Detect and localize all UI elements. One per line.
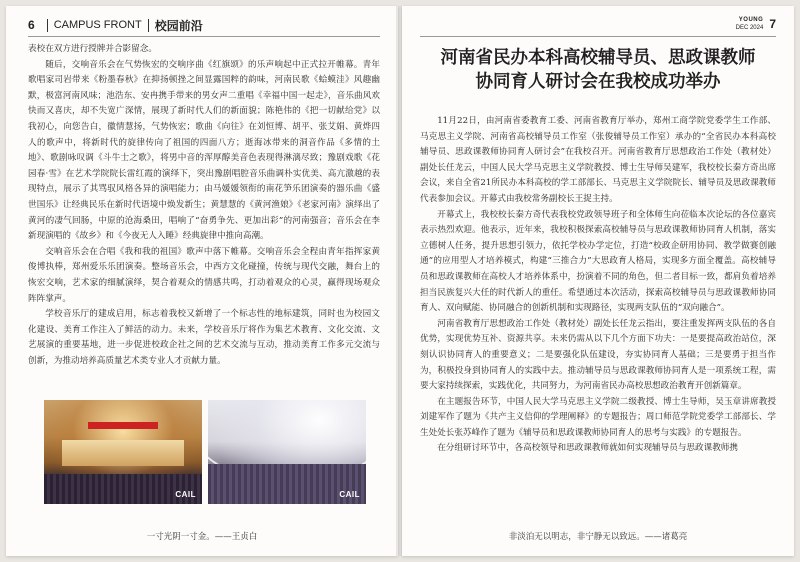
left-footer-quote: 一寸光阴一寸金。——王贞白 [146,532,258,542]
audience [44,474,202,504]
paragraph: 在分组研讨环节中，各高校领导和思政课教师就如何实现辅导员与思政课教师携 [437,443,738,454]
header-rule [420,36,776,37]
section-title-en: CAMPUS FRONT [53,19,142,31]
paragraph: 学校音乐厅的建成启用，标志着我校又新增了一个标志性的地标建筑，同时也为校园文化建设、美育工作注入了鲜活的动力。未来，学校音乐厅将作为集艺术教育、文化交流、文艺展演的重要基地，进一步促进校政企社之间的艺术交流与互动，推动美育工作多元交流与创新，为推动培养高质量艺术类专业人才贡献力量。 [28,309,380,366]
paragraph: 河南省教育厅思想政治工作处（教材处）副处长任龙云指出，要注重发挥两支队伍的各自优势，实现优势互补、资源共享。未来仍需从以下几个方面下功夫：一是要提高政治站位，深刻认识协同育人的重要意义；二是要强化队伍建设，夯实协同育人基础；三是要勇于担当作为，积极投身到协同育人的实践中去。推动辅导员与思政课教师协同育人是一项系统工程，需要大家持续探索，实践优化，共同努力，为河南省民办高校思想政治教育开创新篇章。 [420,318,776,392]
paragraph: 11月22日，由河南省委教育工委、河南省教育厅举办，郑州工商学院党委学生工作部、马克思主义学院、河南省高校辅导员工作室（张俊辅导员工作室）承办的“全省民办本科高校辅导员、思政课教师协同育人研讨会”在我校召开。河南省教育厅思想政治工作处（教材处）副处长任龙云，中国人民大学马克思主义学院教授、博士生导师吴建军，我校校长秦方奇出席会议，来自全省21所民办本科高校的学工部部长、马克思主义学院院长、辅导员及思政课教师代表参加会议。开幕式由我校常务副校长王捉主持。 [420,116,776,204]
article-title [420,46,776,94]
article-title-line-2: 协同育人研讨会在我校成功举办 [475,72,721,92]
header-separator [148,19,149,32]
left-page-number: 6 [28,18,35,32]
right-footer-quote: 非淡泊无以明志，非宁静无以致远。——诸葛亮 [508,532,688,542]
issue-date: DEC 2024 [735,25,764,31]
left-page [6,6,398,556]
section-title-cn: 校园前沿 [154,18,203,33]
magazine-brand [736,16,764,32]
paragraph: 表校在双方进行授牌并合影留念。 [28,44,157,54]
header-separator [47,19,48,32]
paragraph: 交响音乐会在合唱《我和我的祖国》歌声中落下帷幕。交响音乐会全程由青年指挥家黄俊博执棒，郑州爱乐乐团演奏。整场音乐会，中西方文化碰撞，传统与现代交融，舞台上的恢宏交响，艺术家的细腻演绎，契合着观众的情感共鸣，打动着观众的心灵，赢得现场观众阵阵掌声。 [28,246,380,304]
stage [62,440,184,466]
left-page-header [28,16,203,34]
photo-watermark: CAIL [175,490,196,499]
paragraph: 在主题报告环节，中国人民大学马克思主义学院二级教授、博士生导师，吴玉章讲席教授刘建军作了题为《共产主义信仰的学理阐释》的专题报告；周口师范学院党委学工部部长、学生处处长张苏峰作了题为《辅导员和思政课教师协同育人的思考与实践》的专题报告。 [420,396,776,438]
left-article-body [28,42,380,369]
music-hall-interior-photo [208,400,366,504]
brand-name: YOUNG [738,17,764,23]
right-page [402,6,794,556]
photo-watermark: CAIL [339,490,360,499]
right-article-body [420,114,776,457]
article-title-line-1: 河南省民办本科高校辅导员、思政课教师 [440,48,756,68]
header-rule [28,36,380,37]
paragraph: 随后，交响音乐会在气势恢宏的交响序曲《红旗颂》的乐声响起中正式拉开帷幕。青年歌唱家司岩带来《粉墨春秋》在抑扬顿挫之间显露国粹的韵味，河南民歌《蛤蟆洼》风趣幽默，极富河南风味；池浩东、安冉携手带来的男女声二重唱《幸福中国一起走》，音乐曲风欢快而又喜庆，却不失宽广深情，展现了新时代人们的新面貌；陈艳伟的《把一切献给党》以我初心，向您告白，徽情慧扬，气势恢宏；歌曲《向往》在刘恒博、胡平、张艾娟、黄烨四人的歌声中，将新时代的旋律传向了祖国的四面八方；逝海冰带来的洞音作品《多情的土地》、歌剧咏叹调《斗牛士之歌》，将男中音的浑厚醇美音色表现得淋漓尽致；豫剧戏歌《花园春·雪》在艺术学院院长雷红霞的演绎下，突出豫剧唱腔音乐曲调朴实优美、高亢激越的表现特点，展示了其骂驭风格各异的演唱能力；由马媛媛领衔的南花笋乐团演奏的器乐曲《盛世国乐》让经典民乐在新时代语境中焕发新生；黄慧慧的《黄河渔娘》《老家河南》演绎出了黄河的凄气回肠，中原的沧海桑田，唱响了“奋勇争先、更加出彩”的河南强音；音乐会在李新现演唱的《故乡》和《今夜无人入睡》经典旋律中推向高潮。 [28,59,380,242]
paragraph: 开幕式上，我校校长秦方奇代表我校党政领导班子和全体师生向莅临本次论坛的各位嘉宾表示热烈欢迎。他表示，近年来，我校积极探索高校辅导员与思政课教师协同育人机制，落实立德树人任务，提升思想引领力，依托学校办学定位，打造“校政企研用协同、教学做赛创融通”的应用型人才培养模式，构建“三推合力”大思政育人格局，实现多方面全覆盖。高校辅导员和思政课教师在高校人才培养体系中，扮演着不同的角色，但二者目标一致，都肩负着培养担当民族复兴大任的时代新人的重任。希望通过本次活动，探索高校辅导员与思政课教师协同育人、双向赋能、协同融合的创新机制和实现路径，实现两支队伍的“双向融合”。 [420,209,776,314]
photo-row [44,400,366,504]
stage-banner [88,422,158,429]
concert-hall-photo [44,400,202,504]
right-page-number: 7 [769,17,776,31]
right-page-header [736,16,776,32]
